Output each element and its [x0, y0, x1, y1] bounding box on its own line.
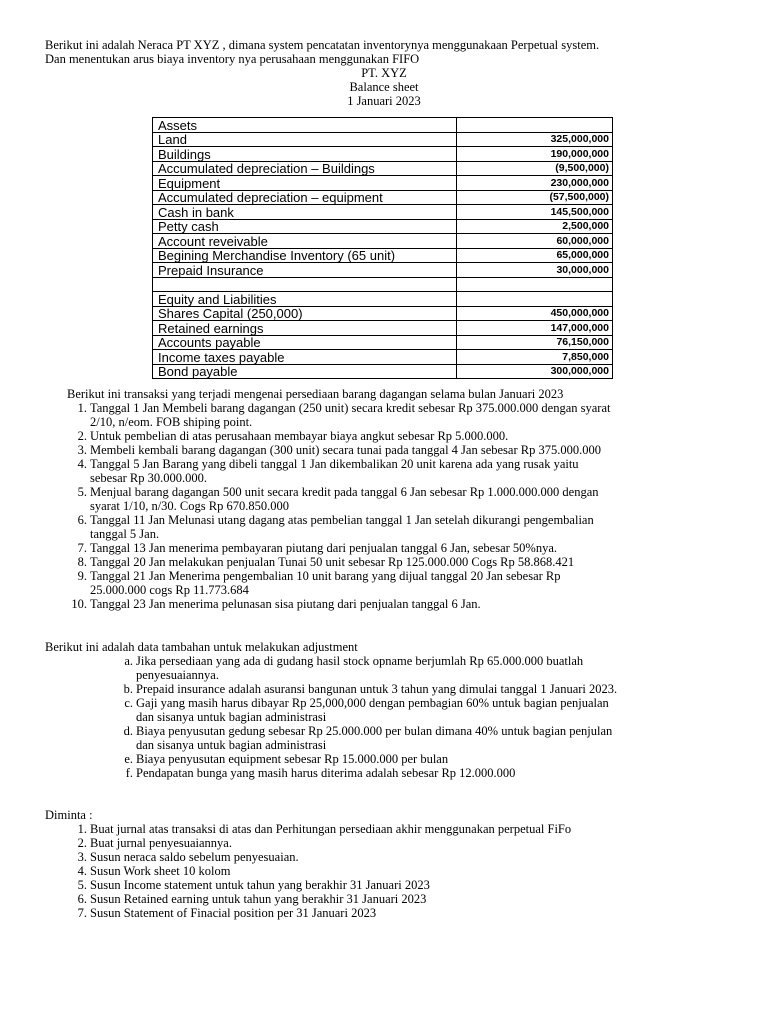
row-label: Income taxes payable — [153, 350, 457, 365]
adjustments-heading: Berikut ini adalah data tambahan untuk melakukan adjustment — [45, 640, 358, 654]
list-item-text: 2/10, n/eom. FOB shiping point. — [90, 415, 253, 429]
list-item-text: Gaji yang masih harus dibayar Rp 25,000,000 dengan pembagian 60% untuk bagian penjualan — [136, 696, 609, 710]
list-item-number: 7. — [77, 906, 87, 920]
list-item-number: 3. — [77, 850, 87, 864]
requirement-item — [77, 836, 571, 850]
row-value: 450,000,000 — [457, 306, 613, 321]
list-item-number: 6. — [77, 892, 87, 906]
list-item-number: f. — [125, 766, 133, 780]
list-item-text: penyesuaiannya. — [136, 668, 219, 682]
balance-sheet-row — [153, 263, 613, 278]
list-item-text: Jika persediaan yang ada di gudang hasil stock opname berjumlah Rp 65.000.000 buatlah — [136, 654, 584, 668]
row-value: 147,000,000 — [457, 321, 613, 336]
list-item-text: Susun Statement of Finacial position per 31 Januari 2023 — [90, 906, 377, 920]
transaction-item — [77, 429, 611, 443]
row-label: Accounts payable — [153, 335, 457, 350]
list-item-number: 7. — [77, 541, 87, 555]
adjustment-item — [124, 696, 617, 724]
list-item-number: 1. — [77, 822, 87, 836]
row-value: 60,000,000 — [457, 234, 613, 249]
transaction-item — [77, 541, 611, 555]
list-item-number: d. — [123, 724, 133, 738]
balance-sheet-row — [153, 292, 613, 307]
requirements-heading: Diminta : — [45, 808, 93, 822]
row-value: 190,000,000 — [457, 147, 613, 162]
balance-sheet-row — [153, 234, 613, 249]
transactions-heading: Berikut ini transaksi yang terjadi mengenai persediaan barang dagangan selama bulan Januari 2023 — [67, 387, 564, 401]
balance-sheet-title: Balance sheet — [349, 80, 419, 94]
list-item-number: 8. — [77, 555, 87, 569]
list-item-text: Pendapatan bunga yang masih harus diterima adalah sebesar Rp 12.000.000 — [136, 766, 516, 780]
intro-line-1: Berikut ini adalah Neraca PT XYZ , dimana system pencatatan inventorynya menggunakaan Perpetual system. — [45, 38, 600, 52]
list-item-text: 25.000.000 cogs Rp 11.773.684 — [90, 583, 249, 597]
list-item-number: 6. — [77, 513, 87, 527]
list-item-number: 1. — [77, 401, 87, 415]
balance-sheet-row — [153, 350, 613, 365]
list-item-text: Prepaid insurance adalah asuransi bangunan untuk 3 tahun yang dimulai tanggal 1 Januari 2023. — [136, 682, 618, 696]
list-item-text: Tanggal 1 Jan Membeli barang dagangan (250 unit) secara kredit sebesar Rp 375.000.000 dengan syarat — [90, 401, 611, 415]
list-item-text: syarat 1/10, n/30. Cogs Rp 670.850.000 — [90, 499, 289, 513]
row-label: Bond payable — [153, 364, 457, 379]
list-item-number: 2. — [77, 836, 87, 850]
row-label: Shares Capital (250,000) — [153, 306, 457, 321]
row-value — [457, 118, 613, 133]
row-label: Petty cash — [153, 219, 457, 234]
transaction-item — [77, 569, 611, 597]
row-label — [153, 277, 457, 292]
list-item-number: 5. — [77, 485, 87, 499]
row-value: (57,500,000) — [457, 190, 613, 205]
row-value — [457, 292, 613, 307]
row-value: 325,000,000 — [457, 132, 613, 147]
list-item-text: Tanggal 5 Jan Barang yang dibeli tanggal 1 Jan dikembalikan 20 unit karena ada yang rusak yaitu — [90, 457, 579, 471]
row-label: Assets — [153, 118, 457, 133]
requirement-item — [77, 906, 571, 920]
transactions-list — [71, 401, 611, 611]
balance-sheet-row — [153, 248, 613, 263]
list-item-text: tanggal 5 Jan. — [90, 527, 160, 541]
adjustments-list — [123, 654, 618, 780]
list-item-text: Tanggal 13 Jan menerima pembayaran piutang dari penjualan tanggal 6 Jan, sebesar 50%nya. — [90, 541, 558, 555]
transaction-item — [77, 401, 611, 429]
list-item-text: Susun Retained earning untuk tahun yang berakhir 31 Januari 2023 — [90, 892, 427, 906]
list-item-number: 4. — [77, 457, 87, 471]
row-label: Prepaid Insurance — [153, 263, 457, 278]
row-label: Retained earnings — [153, 321, 457, 336]
adjustment-item — [123, 724, 617, 752]
balance-sheet-row — [153, 205, 613, 220]
list-item-text: Susun neraca saldo sebelum penyesuaian. — [90, 850, 299, 864]
company-name: PT. XYZ — [361, 66, 407, 80]
row-value — [457, 277, 613, 292]
requirements-list — [77, 822, 572, 920]
list-item-text: Buat jurnal atas transaksi di atas dan Perhitungan persediaan akhir menggunakan perpetual FiFo — [90, 822, 572, 836]
row-label: Buildings — [153, 147, 457, 162]
adjustment-item — [123, 682, 618, 696]
transaction-item — [77, 443, 611, 457]
transaction-item — [71, 597, 611, 611]
requirement-item — [77, 878, 571, 892]
row-value: 7,850,000 — [457, 350, 613, 365]
list-item-text: Biaya penyusutan equipment sebesar Rp 15.000.000 per bulan — [136, 752, 449, 766]
list-item-number: c. — [124, 696, 133, 710]
requirement-item — [77, 864, 571, 878]
transaction-item — [77, 555, 611, 569]
balance-sheet-row — [153, 118, 613, 133]
list-item-text: Menjual barang dagangan 500 unit secara kredit pada tanggal 6 Jan sebesar Rp 1.000.000.000 dengan — [90, 485, 599, 499]
balance-sheet-row — [153, 335, 613, 350]
adjustment-item — [125, 766, 617, 780]
balance-sheet-date: 1 Januari 2023 — [347, 94, 421, 108]
list-item-text: Tanggal 21 Jan Menerima pengembalian 10 unit barang yang dijual tanggal 20 Jan sebesar Rp — [90, 569, 561, 583]
row-label: Begining Merchandise Inventory (65 unit) — [153, 248, 457, 263]
list-item-text: dan sisanya untuk bagian administrasi — [136, 738, 327, 752]
list-item-number: 2. — [77, 429, 87, 443]
list-item-text: Tanggal 20 Jan melakukan penjualan Tunai 50 unit sebesar Rp 125.000.000 Cogs Rp 58.868.421 — [90, 555, 575, 569]
row-value: 30,000,000 — [457, 263, 613, 278]
list-item-text: Tanggal 11 Jan Melunasi utang dagang atas pembelian tanggal 1 Jan setelah dikurangi pengembalian — [90, 513, 594, 527]
balance-sheet-row — [153, 161, 613, 176]
balance-sheet-table — [152, 117, 613, 379]
row-value: (9,500,000) — [457, 161, 613, 176]
transaction-item — [77, 457, 611, 485]
adjustment-item — [124, 654, 617, 682]
requirement-item — [77, 892, 571, 906]
transaction-item — [77, 485, 611, 513]
balance-sheet-row — [153, 364, 613, 379]
list-item-number: 3. — [77, 443, 87, 457]
row-value: 300,000,000 — [457, 364, 613, 379]
list-item-text: Membeli kembali barang dagangan (300 unit) secara tunai pada tanggal 4 Jan sebesar Rp 375.000.000 — [90, 443, 601, 457]
balance-sheet-row — [153, 176, 613, 191]
row-label: Land — [153, 132, 457, 147]
list-item-number: 4. — [77, 864, 87, 878]
balance-sheet-row — [153, 306, 613, 321]
row-value: 145,500,000 — [457, 205, 613, 220]
list-item-text: Susun Work sheet 10 kolom — [90, 864, 231, 878]
balance-sheet-row — [153, 277, 613, 292]
list-item-number: 9. — [77, 569, 87, 583]
requirement-item — [77, 850, 571, 864]
list-item-number: e. — [124, 752, 133, 766]
list-item-number: 10. — [71, 597, 87, 611]
list-item-text: Tanggal 23 Jan menerima pelunasan sisa piutang dari penjualan tanggal 6 Jan. — [90, 597, 481, 611]
list-item-text: Biaya penyusutan gedung sebesar Rp 25.000.000 per bulan dimana 40% untuk bagian penjulan — [136, 724, 613, 738]
list-item-text: Untuk pembelian di atas perusahaan membayar biaya angkut sebesar Rp 5.000.000. — [90, 429, 509, 443]
list-item-number: a. — [124, 654, 133, 668]
row-label: Equipment — [153, 176, 457, 191]
list-item-text: sebesar Rp 30.000.000. — [90, 471, 207, 485]
row-label: Equity and Liabilities — [153, 292, 457, 307]
list-item-text: Buat jurnal penyesuaiannya. — [90, 836, 232, 850]
row-value: 230,000,000 — [457, 176, 613, 191]
row-value: 65,000,000 — [457, 248, 613, 263]
row-label: Account reveivable — [153, 234, 457, 249]
row-value: 2,500,000 — [457, 219, 613, 234]
row-label: Accumulated depreciation – equipment — [153, 190, 457, 205]
balance-sheet-row — [153, 190, 613, 205]
balance-sheet-row — [153, 132, 613, 147]
balance-sheet-row — [153, 321, 613, 336]
intro-line-2: Dan menentukan arus biaya inventory nya perusahaan menggunakan FIFO — [45, 52, 420, 66]
transaction-item — [77, 513, 611, 541]
list-item-text: dan sisanya untuk bagian administrasi — [136, 710, 327, 724]
row-label: Accumulated depreciation – Buildings — [153, 161, 457, 176]
adjustment-item — [124, 752, 617, 766]
list-item-number: 5. — [77, 878, 87, 892]
requirement-item — [77, 822, 572, 836]
balance-sheet-row — [153, 219, 613, 234]
list-item-text: Susun Income statement untuk tahun yang berakhir 31 Januari 2023 — [90, 878, 430, 892]
row-label: Cash in bank — [153, 205, 457, 220]
list-item-number: b. — [123, 682, 133, 696]
balance-sheet-row — [153, 147, 613, 162]
row-value: 76,150,000 — [457, 335, 613, 350]
